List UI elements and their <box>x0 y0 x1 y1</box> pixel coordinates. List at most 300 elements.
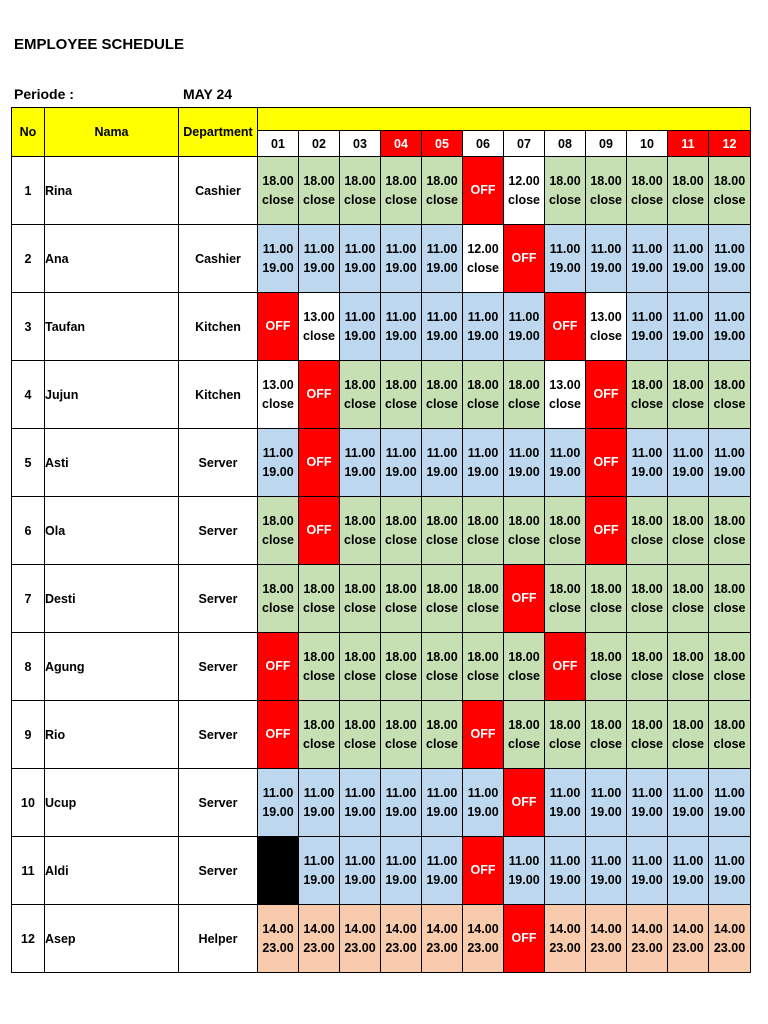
shift-cell <box>709 225 751 293</box>
shift-start: 18.00 <box>549 581 581 596</box>
shift-cell <box>381 905 422 973</box>
shift-cell <box>381 293 422 361</box>
shift-cell <box>299 157 340 225</box>
header-department: Department <box>179 108 258 157</box>
shift-end: close <box>262 192 294 207</box>
shift-cell <box>340 157 381 225</box>
shift-end: close <box>303 600 335 615</box>
shift-end: close <box>426 396 458 411</box>
shift-end: close <box>631 532 663 547</box>
shift-cell <box>668 905 709 973</box>
shift-end: close <box>385 668 417 683</box>
shift-start: 11.00 <box>344 445 376 460</box>
table-row <box>12 157 751 225</box>
shift-cell <box>299 905 340 973</box>
shift-cell <box>381 429 422 497</box>
shift-cell <box>627 497 668 565</box>
shift-off: OFF <box>504 769 545 837</box>
shift-cell <box>545 905 586 973</box>
shift-start: 11.00 <box>672 785 704 800</box>
shift-start: 18.00 <box>426 513 458 528</box>
shift-cell <box>258 769 299 837</box>
shift-off: OFF <box>258 701 299 769</box>
shift-start: 11.00 <box>385 853 417 868</box>
shift-start: 18.00 <box>672 581 704 596</box>
shift-end: close <box>631 668 663 683</box>
shift-end: 23.00 <box>344 940 376 955</box>
shift-cell <box>340 429 381 497</box>
shift-cell <box>586 769 627 837</box>
shift-end: close <box>590 668 622 683</box>
shift-cell <box>627 769 668 837</box>
shift-start: 14.00 <box>549 921 581 936</box>
shift-end: close <box>344 600 376 615</box>
shift-start: 11.00 <box>549 445 581 460</box>
shift-end: close <box>426 736 458 751</box>
employee-no: 4 <box>12 361 45 429</box>
shift-start: 18.00 <box>426 581 458 596</box>
shift-end: close <box>508 192 540 207</box>
shift-cell <box>381 497 422 565</box>
shift-cell <box>463 905 504 973</box>
shift-start: 18.00 <box>467 581 499 596</box>
shift-end: close <box>344 668 376 683</box>
shift-off: OFF <box>463 837 504 905</box>
shift-end: 19.00 <box>549 804 581 819</box>
shift-end: close <box>467 600 499 615</box>
shift-end: close <box>672 668 704 683</box>
shift-start: 13.00 <box>590 309 622 324</box>
shift-end: 19.00 <box>467 804 499 819</box>
shift-end: close <box>549 192 581 207</box>
shift-cell <box>668 429 709 497</box>
employee-department: Helper <box>179 905 258 973</box>
shift-end: 19.00 <box>262 464 294 479</box>
shift-end: close <box>303 328 335 343</box>
shift-end: close <box>508 532 540 547</box>
shift-start: 18.00 <box>508 649 540 664</box>
table-row <box>12 837 751 905</box>
shift-cell <box>545 837 586 905</box>
shift-cell <box>422 837 463 905</box>
shift-end: 23.00 <box>303 940 335 955</box>
shift-end: close <box>303 736 335 751</box>
shift-cell <box>668 701 709 769</box>
page-title: EMPLOYEE SCHEDULE <box>14 36 185 53</box>
shift-end: 23.00 <box>713 940 746 955</box>
shift-end: 23.00 <box>262 940 294 955</box>
employee-department: Cashier <box>179 157 258 225</box>
shift-end: close <box>344 532 376 547</box>
shift-cell <box>668 565 709 633</box>
shift-cell <box>627 429 668 497</box>
shift-cell <box>709 293 751 361</box>
shift-end: 19.00 <box>508 872 540 887</box>
shift-cell <box>340 225 381 293</box>
employee-name: Ana <box>45 225 179 293</box>
shift-start: 13.00 <box>262 377 294 392</box>
shift-cell <box>504 157 545 225</box>
shift-end: 19.00 <box>344 872 376 887</box>
shift-end: close <box>631 192 663 207</box>
shift-cell <box>381 701 422 769</box>
shift-end: 19.00 <box>262 804 294 819</box>
shift-end: 19.00 <box>590 804 622 819</box>
shift-end: 19.00 <box>631 804 663 819</box>
shift-start: 18.00 <box>344 513 376 528</box>
shift-start: 11.00 <box>303 241 335 256</box>
shift-start: 13.00 <box>303 309 335 324</box>
shift-end: 19.00 <box>385 260 417 275</box>
shift-start: 14.00 <box>672 921 704 936</box>
header-no: No <box>12 108 45 157</box>
periode-value: MAY 24 <box>183 86 233 102</box>
shift-cell <box>258 429 299 497</box>
shift-start: 18.00 <box>590 717 622 732</box>
shift-end: close <box>262 532 294 547</box>
shift-end: close <box>426 600 458 615</box>
shift-end: close <box>590 736 622 751</box>
schedule-table <box>11 107 751 973</box>
shift-start: 14.00 <box>590 921 622 936</box>
shift-off: OFF <box>504 565 545 633</box>
shift-cell <box>627 225 668 293</box>
shift-end: 19.00 <box>385 464 417 479</box>
shift-cell <box>463 633 504 701</box>
shift-cell <box>709 497 751 565</box>
shift-end: close <box>549 532 581 547</box>
shift-start: 18.00 <box>713 717 746 732</box>
table-row <box>12 225 751 293</box>
shift-cell <box>299 633 340 701</box>
shift-start: 18.00 <box>385 649 417 664</box>
shift-cell <box>258 905 299 973</box>
shift-cell <box>668 361 709 429</box>
shift-end: 23.00 <box>590 940 622 955</box>
table-row <box>12 361 751 429</box>
shift-cell <box>668 293 709 361</box>
shift-start: 11.00 <box>508 445 540 460</box>
shift-start: 11.00 <box>631 309 663 324</box>
employee-no: 11 <box>12 837 45 905</box>
shift-end: close <box>508 668 540 683</box>
shift-start: 18.00 <box>508 717 540 732</box>
employee-name: Jujun <box>45 361 179 429</box>
shift-off: OFF <box>463 701 504 769</box>
shift-start: 18.00 <box>508 513 540 528</box>
shift-cell <box>463 769 504 837</box>
shift-start: 11.00 <box>426 785 458 800</box>
employee-no: 2 <box>12 225 45 293</box>
shift-start: 18.00 <box>467 649 499 664</box>
shift-off: OFF <box>586 361 627 429</box>
shift-start: 14.00 <box>262 921 294 936</box>
header-nama: Nama <box>45 108 179 157</box>
shift-end: close <box>713 532 746 547</box>
shift-cell <box>627 837 668 905</box>
shift-start: 11.00 <box>631 853 663 868</box>
employee-no: 5 <box>12 429 45 497</box>
employee-name: Asep <box>45 905 179 973</box>
shift-cell <box>422 429 463 497</box>
shift-end: 19.00 <box>426 260 458 275</box>
shift-cell <box>668 157 709 225</box>
shift-cell <box>545 769 586 837</box>
shift-cell <box>340 361 381 429</box>
shift-start: 11.00 <box>426 445 458 460</box>
shift-start: 11.00 <box>672 309 704 324</box>
shift-start: 18.00 <box>590 649 622 664</box>
employee-no: 7 <box>12 565 45 633</box>
shift-start: 11.00 <box>262 445 294 460</box>
shift-off: OFF <box>463 157 504 225</box>
shift-end: 23.00 <box>467 940 499 955</box>
shift-end: 19.00 <box>426 804 458 819</box>
day-header-06: 06 <box>463 131 504 157</box>
table-row <box>12 565 751 633</box>
employee-department: Server <box>179 633 258 701</box>
shift-start: 11.00 <box>590 241 622 256</box>
shift-start: 18.00 <box>631 717 663 732</box>
shift-end: 19.00 <box>426 872 458 887</box>
shift-end: close <box>672 396 704 411</box>
shift-cell <box>668 225 709 293</box>
shift-start: 18.00 <box>672 649 704 664</box>
shift-start: 14.00 <box>467 921 499 936</box>
shift-cell <box>381 633 422 701</box>
shift-cell <box>258 157 299 225</box>
shift-start: 18.00 <box>426 173 458 188</box>
shift-start: 12.00 <box>467 241 499 256</box>
employee-department: Cashier <box>179 225 258 293</box>
shift-start: 18.00 <box>303 649 335 664</box>
shift-end: close <box>713 600 746 615</box>
shift-cell <box>545 361 586 429</box>
shift-start: 11.00 <box>714 853 745 868</box>
shift-start: 11.00 <box>672 241 704 256</box>
shift-start: 11.00 <box>631 241 663 256</box>
shift-cell <box>545 225 586 293</box>
shift-end: close <box>467 260 499 275</box>
shift-start: 18.00 <box>590 581 622 596</box>
shift-end: close <box>467 396 499 411</box>
employee-name: Taufan <box>45 293 179 361</box>
shift-end: 19.00 <box>508 328 540 343</box>
shift-cell <box>340 293 381 361</box>
shift-start: 18.00 <box>426 717 458 732</box>
shift-cell <box>709 429 751 497</box>
shift-end: close <box>590 600 622 615</box>
shift-off: OFF <box>545 633 586 701</box>
shift-start: 18.00 <box>426 377 458 392</box>
shift-cell <box>463 361 504 429</box>
shift-start: 11.00 <box>426 853 458 868</box>
shift-start: 11.00 <box>590 785 622 800</box>
shift-start: 18.00 <box>631 513 663 528</box>
shift-off: OFF <box>258 633 299 701</box>
employee-department: Server <box>179 565 258 633</box>
shift-cell <box>422 905 463 973</box>
shift-cell <box>422 701 463 769</box>
shift-start: 18.00 <box>262 173 294 188</box>
shift-start: 18.00 <box>549 513 581 528</box>
shift-start: 18.00 <box>467 513 499 528</box>
shift-start: 11.00 <box>508 309 540 324</box>
shift-end: 23.00 <box>631 940 663 955</box>
shift-end: 19.00 <box>549 260 581 275</box>
shift-cell <box>709 361 751 429</box>
shift-cell <box>668 633 709 701</box>
shift-end: 19.00 <box>590 872 622 887</box>
shift-cell <box>709 769 751 837</box>
shift-start: 11.00 <box>714 785 745 800</box>
shift-cell <box>627 293 668 361</box>
shift-end: close <box>549 736 581 751</box>
day-header-10: 10 <box>627 131 668 157</box>
shift-start: 11.00 <box>714 241 745 256</box>
shift-start: 12.00 <box>508 173 540 188</box>
shift-end: close <box>508 396 540 411</box>
shift-cell <box>504 497 545 565</box>
shift-end: close <box>385 192 417 207</box>
shift-end: 19.00 <box>713 804 746 819</box>
shift-cell <box>709 837 751 905</box>
shift-cell <box>504 293 545 361</box>
shift-cell <box>340 837 381 905</box>
shift-cell <box>422 293 463 361</box>
shift-end: 19.00 <box>344 260 376 275</box>
shift-off: OFF <box>299 497 340 565</box>
shift-end: close <box>713 668 746 683</box>
shift-cell <box>299 769 340 837</box>
day-header-08: 08 <box>545 131 586 157</box>
shift-end: close <box>426 532 458 547</box>
shift-cell <box>299 837 340 905</box>
shift-start: 18.00 <box>713 581 746 596</box>
shift-cell <box>668 497 709 565</box>
shift-start: 11.00 <box>385 785 417 800</box>
shift-end: 19.00 <box>672 260 704 275</box>
shift-start: 11.00 <box>714 309 745 324</box>
shift-end: 23.00 <box>426 940 458 955</box>
shift-start: 11.00 <box>631 445 663 460</box>
shift-cell <box>299 565 340 633</box>
shift-end: close <box>631 736 663 751</box>
shift-start: 18.00 <box>713 173 746 188</box>
day-header-04: 04 <box>381 131 422 157</box>
table-row <box>12 293 751 361</box>
shift-cell <box>504 633 545 701</box>
shift-start: 11.00 <box>631 785 663 800</box>
shift-start: 14.00 <box>303 921 335 936</box>
shift-end: close <box>672 532 704 547</box>
shift-end: 19.00 <box>631 464 663 479</box>
shift-end: 19.00 <box>467 464 499 479</box>
shift-end: 19.00 <box>303 804 335 819</box>
shift-start: 18.00 <box>672 717 704 732</box>
table-row <box>12 497 751 565</box>
shift-cell <box>668 769 709 837</box>
employee-department: Server <box>179 769 258 837</box>
shift-cell <box>627 633 668 701</box>
table-row <box>12 701 751 769</box>
shift-start: 11.00 <box>385 445 417 460</box>
shift-cell <box>586 293 627 361</box>
day-header-12: 12 <box>709 131 751 157</box>
shift-start: 18.00 <box>303 173 335 188</box>
shift-start: 18.00 <box>344 581 376 596</box>
shift-end: 19.00 <box>631 328 663 343</box>
shift-off: OFF <box>586 429 627 497</box>
shift-cell <box>586 225 627 293</box>
shift-start: 18.00 <box>549 173 581 188</box>
shift-cell <box>381 837 422 905</box>
shift-cell <box>545 565 586 633</box>
shift-end: close <box>426 192 458 207</box>
shift-start: 14.00 <box>713 921 746 936</box>
shift-end: 19.00 <box>426 464 458 479</box>
shift-end: close <box>672 192 704 207</box>
shift-start: 18.00 <box>344 173 376 188</box>
shift-start: 18.00 <box>672 377 704 392</box>
shift-end: 19.00 <box>672 872 704 887</box>
shift-start: 11.00 <box>344 241 376 256</box>
shift-cell <box>504 701 545 769</box>
shift-cell <box>627 361 668 429</box>
shift-off: OFF <box>258 293 299 361</box>
shift-cell <box>627 701 668 769</box>
shift-start: 11.00 <box>385 309 417 324</box>
shift-end: 19.00 <box>303 260 335 275</box>
shift-end: 19.00 <box>385 328 417 343</box>
shift-cell <box>545 497 586 565</box>
shift-end: close <box>713 736 746 751</box>
shift-end: close <box>385 532 417 547</box>
shift-end: close <box>385 600 417 615</box>
shift-end: close <box>672 600 704 615</box>
shift-end: 19.00 <box>385 872 417 887</box>
employee-no: 8 <box>12 633 45 701</box>
shift-off: OFF <box>504 905 545 973</box>
shift-end: close <box>713 396 746 411</box>
shift-cell <box>504 837 545 905</box>
shift-start: 11.00 <box>262 785 294 800</box>
employee-name: Aldi <box>45 837 179 905</box>
employee-no: 3 <box>12 293 45 361</box>
shift-end: 19.00 <box>713 872 746 887</box>
shift-end: close <box>713 192 746 207</box>
employee-department: Server <box>179 429 258 497</box>
shift-cell <box>340 497 381 565</box>
shift-end: 19.00 <box>713 260 746 275</box>
shift-start: 18.00 <box>262 581 294 596</box>
shift-start: 14.00 <box>344 921 376 936</box>
shift-start: 18.00 <box>713 649 746 664</box>
shift-cell <box>545 429 586 497</box>
shift-start: 11.00 <box>344 785 376 800</box>
shift-start: 18.00 <box>385 173 417 188</box>
shift-cell <box>258 225 299 293</box>
shift-start: 18.00 <box>631 581 663 596</box>
shift-end: close <box>631 396 663 411</box>
shift-start: 11.00 <box>714 445 745 460</box>
shift-cell <box>422 157 463 225</box>
shift-start: 18.00 <box>303 717 335 732</box>
shift-cell <box>463 225 504 293</box>
shift-cell <box>627 157 668 225</box>
shift-cell <box>299 293 340 361</box>
shift-start: 18.00 <box>385 377 417 392</box>
